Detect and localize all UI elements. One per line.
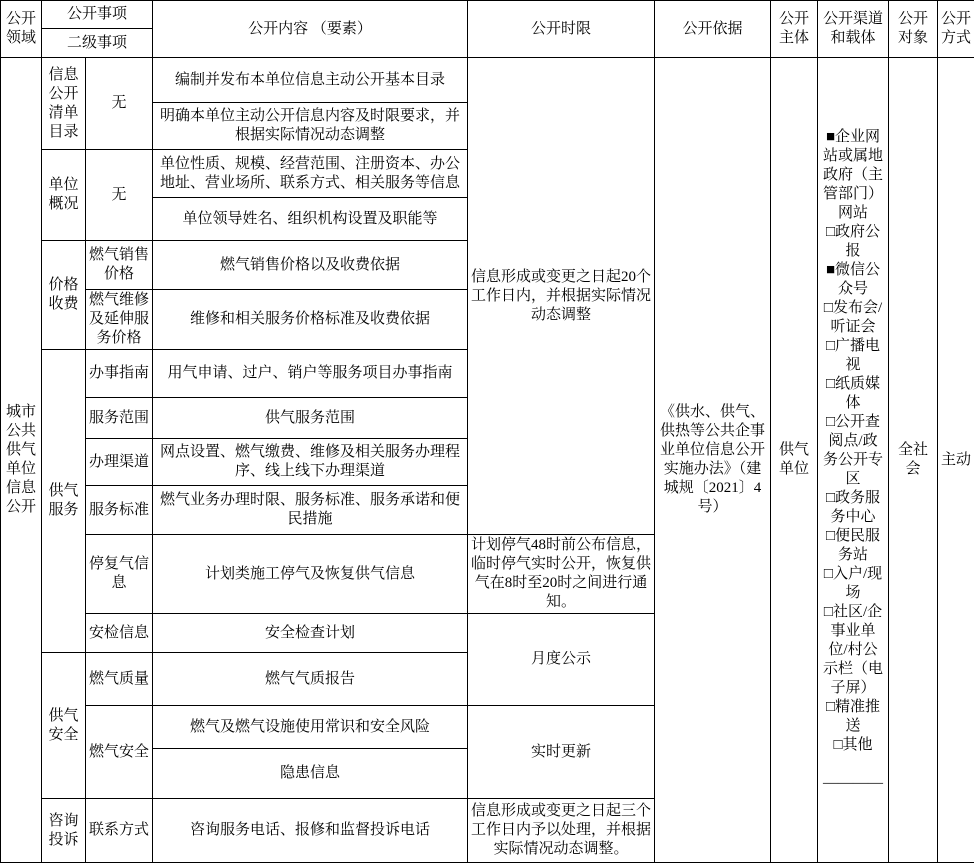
- channel-cell: [818, 58, 889, 863]
- channel-item: ————: [823, 774, 884, 791]
- subject-cell: 供气单位: [771, 58, 818, 863]
- content-cell: 安全检查计划: [153, 614, 468, 653]
- submatter-cell: 燃气安全: [86, 706, 153, 799]
- submatter-cell: 停复气信息: [86, 535, 153, 614]
- submatter-cell: 办事指南: [86, 350, 153, 398]
- header-method: 公开方式: [938, 1, 974, 58]
- submatter-cell: 办理渠道: [86, 439, 153, 486]
- channel-item: □公开查阅点/政务公开专区: [823, 413, 884, 487]
- content-cell: 隐患信息: [153, 749, 468, 799]
- channel-item: □便民服务站: [825, 527, 881, 563]
- deadline-cell: 计划停气48时前公布信息，临时停气实时公开，恢复供气在8时至20时之间进行通知。: [468, 535, 655, 614]
- content-cell: 计划类施工停气及恢复供气信息: [153, 535, 468, 614]
- submatter-cell: 联系方式: [86, 799, 153, 863]
- matter-cell: 信息公开清单目录: [42, 58, 86, 150]
- area-cell: 城市公共供气单位信息公开: [1, 58, 42, 863]
- submatter-cell: 燃气销售价格: [86, 241, 153, 290]
- content-cell: 单位领导姓名、组织机构设置及职能等: [153, 198, 468, 241]
- submatter-cell: 服务范围: [86, 398, 153, 439]
- header-area: 公开领域: [1, 1, 42, 58]
- header-basis: 公开依据: [655, 1, 771, 58]
- header-channel: 公开渠道和载体: [818, 1, 889, 58]
- deadline-cell: 实时更新: [468, 706, 655, 799]
- audience-cell: 全社会: [889, 58, 938, 863]
- matter-cell: 咨询投诉: [42, 799, 86, 863]
- channel-item: □精准推送: [825, 698, 881, 734]
- matter-cell: 供气安全: [42, 653, 86, 799]
- channel-item: □政府公报: [825, 223, 881, 259]
- channel-item: ■微信公众号: [825, 261, 881, 297]
- channel-item: □社区/企事业单位/村公示栏（电子屏）: [823, 603, 884, 696]
- deadline-cell: 月度公示: [468, 614, 655, 706]
- submatter-cell: 安检信息: [86, 614, 153, 653]
- channel-item: □发布会/听证会: [823, 299, 883, 335]
- content-cell: 网点设置、燃气缴费、维修及相关服务办理程序、线上线下办理渠道: [153, 439, 468, 486]
- submatter-cell: 无: [86, 150, 153, 241]
- matter-cell: 价格收费: [42, 241, 86, 350]
- content-cell: 用气申请、过户、销户等服务项目办事指南: [153, 350, 468, 398]
- channel-item: □其他: [833, 736, 873, 753]
- content-cell: 维修和相关服务价格标准及收费依据: [153, 290, 468, 350]
- content-cell: 编制并发布本单位信息主动公开基本目录: [153, 58, 468, 103]
- matter-cell: 单位概况: [42, 150, 86, 241]
- submatter-cell: 无: [86, 58, 153, 150]
- content-cell: 单位性质、规模、经营范围、注册资本、办公地址、营业场所、联系方式、相关服务等信息: [153, 150, 468, 198]
- method-cell: 主动: [938, 58, 974, 863]
- deadline-cell: 信息形成或变更之日起20个工作日内，并根据实际情况动态调整: [468, 58, 655, 535]
- header-submatter: 二级事项: [42, 29, 153, 58]
- submatter-cell: 燃气维修及延伸服务价格: [86, 290, 153, 350]
- content-cell: 燃气销售价格以及收费依据: [153, 241, 468, 290]
- content-cell: 燃气业务办理时限、服务标准、服务承诺和便民措施: [153, 486, 468, 535]
- channel-item: □政务服务中心: [825, 489, 881, 525]
- basis-cell: 《供水、供气、供热等公共企事业单位信息公开实施办法》（建城规〔2021〕4号）: [655, 58, 771, 863]
- content-cell: 燃气气质报告: [153, 653, 468, 706]
- content-cell: 明确本单位主动公开信息内容及时限要求，并根据实际情况动态调整: [153, 103, 468, 150]
- submatter-cell: 燃气质量: [86, 653, 153, 706]
- content-cell: 供气服务范围: [153, 398, 468, 439]
- content-cell: 燃气及燃气设施使用常识和安全风险: [153, 706, 468, 749]
- matter-cell: 供气服务: [42, 350, 86, 653]
- header-audience: 公开对象: [889, 1, 938, 58]
- header-content: 公开内容 （要素）: [153, 1, 468, 58]
- channel-item: □入户/现场: [823, 565, 883, 601]
- header-subject: 公开主体: [771, 1, 818, 58]
- channel-list: [821, 128, 885, 793]
- channel-item: □广播电视: [825, 337, 881, 373]
- header-matter: 公开事项: [42, 1, 153, 29]
- submatter-cell: 服务标准: [86, 486, 153, 535]
- header-deadline: 公开时限: [468, 1, 655, 58]
- deadline-cell: 信息形成或变更之日起三个工作日内予以处理，并根据实际情况动态调整。: [468, 799, 655, 863]
- channel-item: ■企业网站或属地政府（主管部门）网站: [823, 128, 884, 221]
- channel-item: □纸质媒体: [825, 375, 881, 411]
- content-cell: 咨询服务电话、报修和监督投诉电话: [153, 799, 468, 863]
